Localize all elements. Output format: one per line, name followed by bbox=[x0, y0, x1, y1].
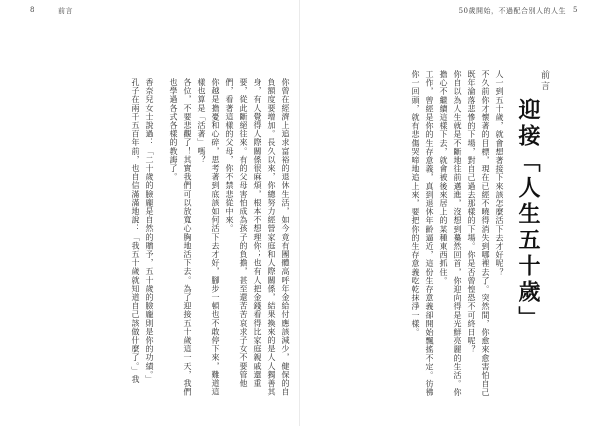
left-folio: 8 bbox=[30, 6, 35, 14]
paragraph: 工作，曾經是你的生存意義，真到退休年齡逼近，這份生存意義卻開始飄搖不定。彷彿你一回頭，就有悲傷哭啼地追上來，要把你的生存意義吃乾抹淨一樣。 bbox=[411, 70, 434, 397]
paragraph: 人一到五十歲，就會想著接下來該怎麼活下去才好呢？ bbox=[495, 70, 504, 277]
paragraph: 你越是擔憂和心碎，思考著到底該如何活下去才好，腳步一頓也不敢停下來，難道這樣也算是「活著」嗎？ bbox=[197, 78, 220, 397]
left-running-title: 前言 bbox=[58, 7, 73, 15]
right-page-body bbox=[310, 70, 506, 400]
right-running-title: 50歲開始，不過配合別人的人生 bbox=[458, 7, 566, 15]
paragraph: 你自以為人生就是不斷地往前邁進，沒想到驀然回首，你迎向得是光鮮亮麗的生活。你擔心不繼續這樣下去，就會被後來居上的某種東西抓住。 bbox=[439, 70, 462, 397]
paragraph: 不久前你才懷著的目標，現在已經不曉得消失到哪裡去了。突然間，你愈來愈害怕自己既年淪落悲慘的下場，對自己過去那樣的下場。你是否曾惶恐不可終日呢？ bbox=[467, 70, 490, 397]
right-folio: 5 bbox=[573, 6, 578, 14]
paragraph: 各位，不要悲觀了！其實我們可以放寬心胸地活下去。為了迎接五十歲這一天，我們也學過各式各樣的教誨了。 bbox=[169, 78, 192, 397]
paragraph: 孔子在兩千五百年前，也自信滿滿地說：「我五十歲就知道自己該做什麼了。」我 bbox=[131, 78, 140, 384]
paragraph: 香奈兒女士說過：「二十歲的臉龐是自然的贈予，五十歲的臉龐則是你的功績。」 bbox=[145, 78, 154, 384]
paragraph: 你曾在經濟上追求富裕的退休生活，如今竟有團體高呼年金給付應該減少，健保的自負額度要增加。長久以來，你總努力經營家庭和人際關係，結果換來的是人人獨善其身，有人覺得人際關係很麻煩，根本不想理你；也有人把金錢看得比家庭親戚還重要，從此斷絕往來。有的父母害怕成為孩子的負擔，甚至還苦苦哀求子女不要管他們，看著這樣的父母，你不禁悲從中來。 bbox=[225, 78, 290, 397]
left-page-body bbox=[22, 78, 292, 398]
chapter-title: 迎接「人生五十歲」 bbox=[515, 98, 540, 332]
chapter-label: 前言 bbox=[539, 70, 549, 92]
